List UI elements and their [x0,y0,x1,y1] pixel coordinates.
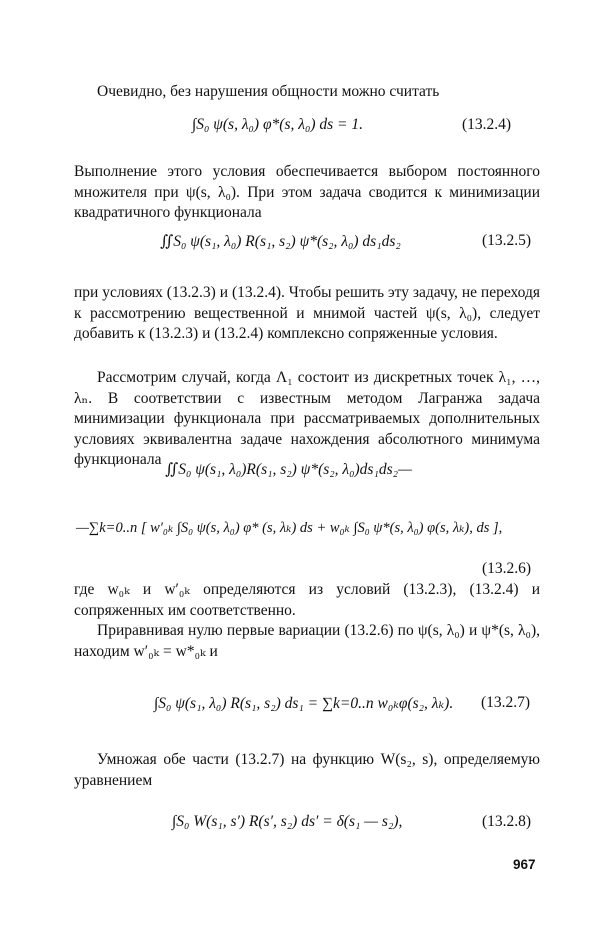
paragraph: Приравнивая нулю первые вариации (13.2.6) по ψ(s, λ₀) и ψ*(s, λ₀), находим w′₀ₖ = w*₀ₖ и [74,622,540,660]
intro-line: Очевидно, без нарушения общности можно считать [97,83,440,100]
paragraph: Рассмотрим случай, когда Λ₁ состоит из дискретных точек λ₁, …, λₙ. В соответствии с известным методом Лагранжа задача минимизации функционала при рассматриваемых дополнительных условиях эквивалентна задаче нахождения абсолютного минимума функционала [74,369,540,468]
equation-number: (13.2.8) [482,813,532,830]
paragraph: при условиях (13.2.3) и (13.2.4). Чтобы решить эту задачу, не переходя к рассмотрению вещественной и мнимой частей ψ(s, λ₀), следует добавить к (13.2.3) и (13.2.4) комплексно сопряженные условия. [74,284,540,342]
paragraph: где w₀ₖ и w′₀ₖ определяются из условий (13.2.3), (13.2.4) и сопряженных им соответственно. [74,581,540,619]
equation-number: (13.2.5) [482,232,532,249]
equation-13-2-4: ∫S₀ ψ(s, λ₀) φ*(s, λ₀) ds = 1. [192,116,363,133]
equation-number: (13.2.4) [462,116,512,133]
equation-13-2-8: ∫S₀ W(s₁, s′) R(s′, s₂) ds′ = δ(s₁ — s₂), [172,813,403,830]
paragraph: Умножая обе части (13.2.7) на функцию W(s₂, s), определяемую уравнением [74,751,540,789]
equation-number: (13.2.6) [482,560,532,577]
equation-13-2-7: ∫S₀ ψ(s₁, λ₀) R(s₁, s₂) ds₁ = ∑k=0..n w₀ₖφ(s₂, λₖ). [154,695,454,712]
page-number: 967 [513,857,536,872]
equation-number: (13.2.7) [481,694,531,711]
paragraph: Выполнение этого условия обеспечивается выбором постоянного множителя при ψ(s, λ₀). При этом задача сводится к минимизации квадратичного функционала [74,163,540,221]
equation-13-2-5: ∬S₀ ψ(s₁, λ₀) R(s₁, s₂) ψ*(s₂, λ₀) ds₁ds₂ [160,233,401,250]
equation-13-2-6-line1: ∬S₀ ψ(s₁, λ₀)R(s₁, s₂) ψ*(s₂, λ₀)ds₁ds₂— [165,461,412,478]
equation-13-2-6-line2: —∑k=0..n [ w′₀ₖ ∫S₀ ψ(s, λ₀) φ* (s, λₖ) ds + w₀ₖ ∫S₀ ψ*(s, λ₀) φ(s, λₖ), ds ], [76,520,503,536]
